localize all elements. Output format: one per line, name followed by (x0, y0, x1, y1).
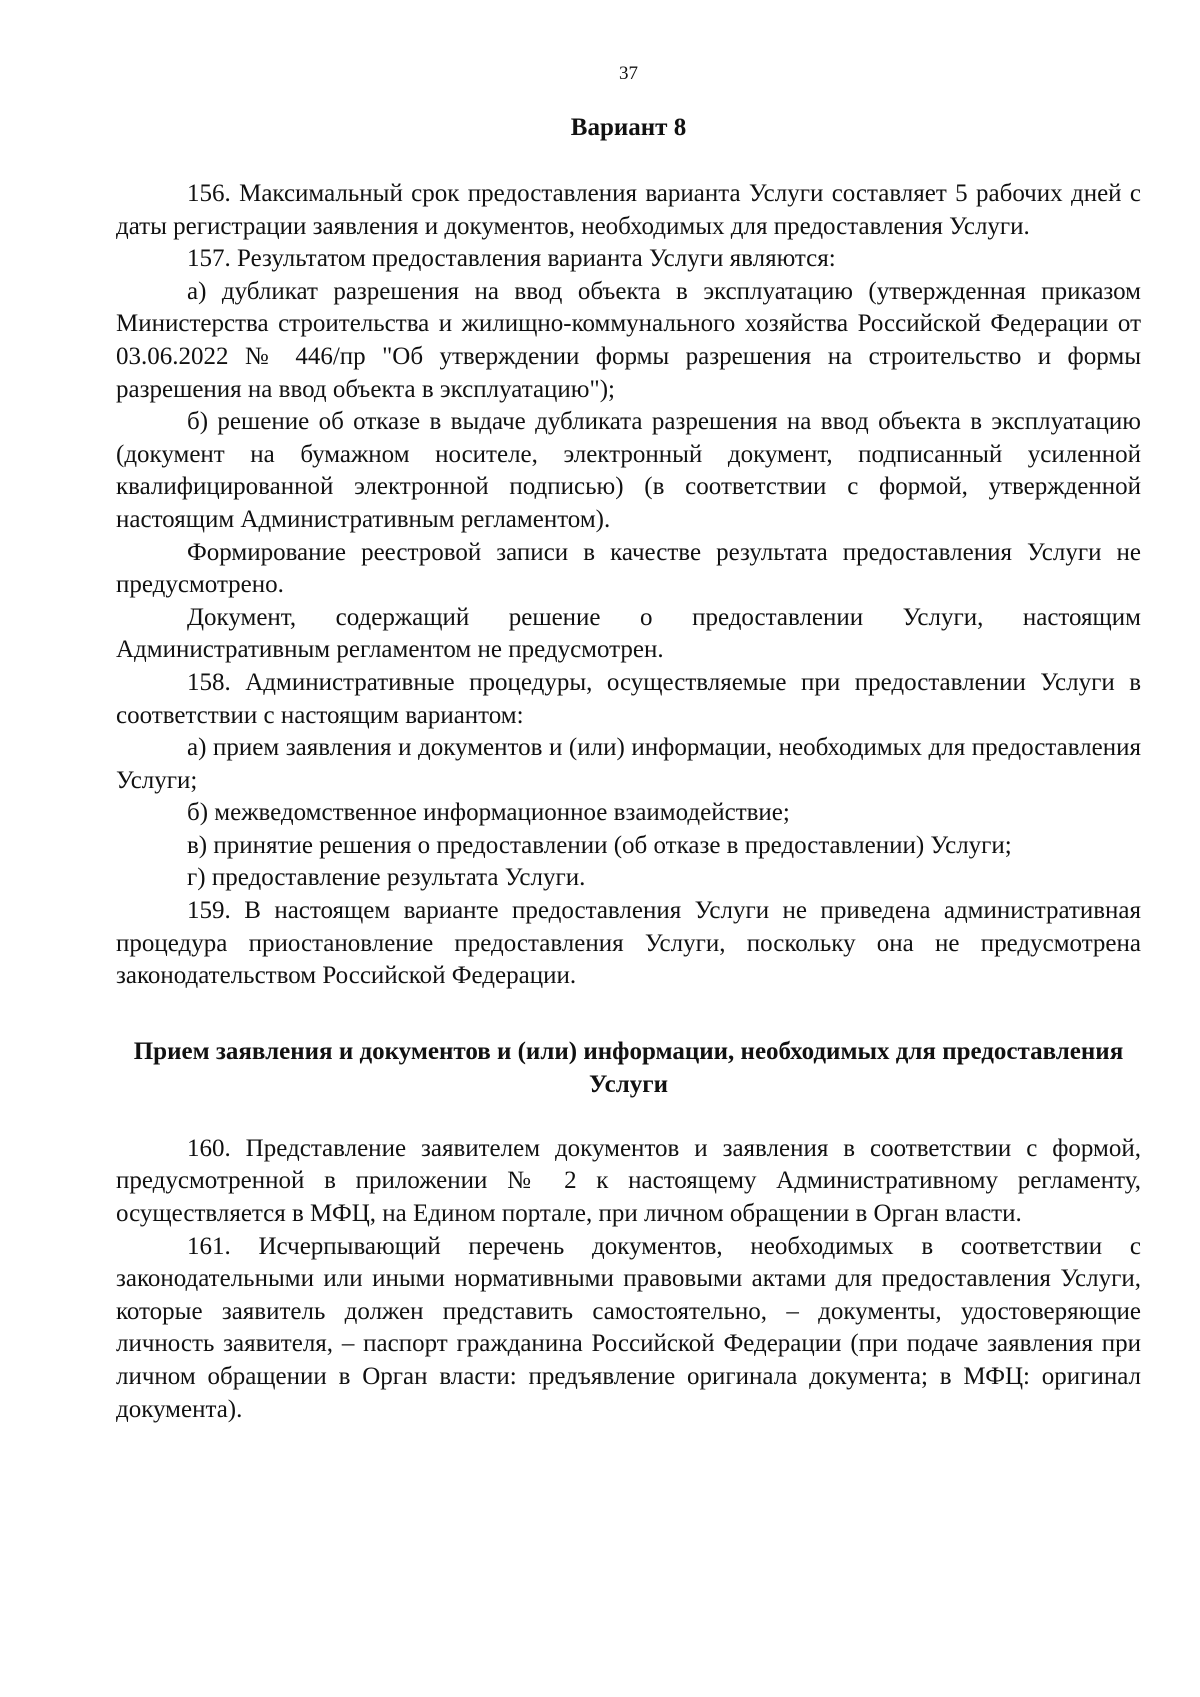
paragraph-157-b: б) решение об отказе в выдаче дубликата разрешения на ввод объекта в эксплуатацию (документ на бумажном носителе, электронный документ, подписанный усиленной квалифицированной электронной подписью) (в соответствии с формой, утвержденной настоящим Административным регламентом). (116, 408, 1141, 533)
paragraph-159: 159. В настоящем варианте предоставления Услуги не приведена административная процедура приостановление предоставления Услуги, поскольку она не предусмотрена законодательством Российской Федерации. (116, 897, 1141, 990)
document-page (116, 62, 1141, 1426)
page-number: 37 (619, 63, 638, 84)
paragraph-161: 161. Исчерпывающий перечень документов, необходимых в соответствии с законодательными или иными нормативными правовыми актами для предоставления Услуги, которые заявитель должен представить самостоятельно, – документы, удостоверяющие личность заявителя, – паспорт гражданина Российской Федерации (при подаче заявления при личном обращении в Орган власти: предъявление оригинала документа; в МФЦ: оригинал документа). (116, 1232, 1141, 1423)
paragraph-158: 158. Административные процедуры, осуществляемые при предоставлении Услуги в соответствии с настоящим вариантом: (116, 668, 1141, 729)
paragraph-160: 160. Представление заявителем документов и заявления в соответствии с формой, предусмотренной в приложении № 2 к настоящему Административному регламенту, осуществляется в МФЦ, на Едином портале, при личном обращении в Орган власти. (116, 1134, 1141, 1228)
paragraph-157-a: а) дубликат разрешения на ввод объекта в эксплуатацию (утвержденная приказом Министерства строительства и жилищно-коммунального хозяйства Российской Федерации от 03.06.2022 № 446/пр "Об утверждении формы разрешения на строительство и формы разрешения на ввод объекта в эксплуатацию"); (116, 277, 1141, 403)
paragraph-158-a: а) прием заявления и документов и (или) информации, необходимых для предоставления Услуги; (116, 734, 1141, 794)
section-body-reception (116, 1133, 1141, 1426)
paragraph-registry-record: Формирование реестровой записи в качестве результата предоставления Услуги не предусмотрено. (116, 538, 1141, 599)
paragraph-158-v: в) принятие решения о предоставлении (об отказе в предоставлении) Услуги; (187, 831, 1012, 859)
paragraph-158-g: г) предоставление результата Услуги. (187, 864, 586, 892)
section-heading-reception: Прием заявления и документов и (или) информации, необходимых для предоставления Услуги (133, 1037, 1124, 1098)
paragraph-157: 157. Результатом предоставления варианта Услуги являются: (187, 245, 836, 273)
paragraph-156: 156. Максимальный срок предоставления варианта Услуги составляет 5 рабочих дней с даты регистрации заявления и документов, необходимых для предоставления Услуги. (116, 180, 1141, 240)
section-body-variant (116, 178, 1141, 993)
paragraph-decision-document: Документ, содержащий решение о предоставлении Услуги, настоящим Административным регламентом не предусмотрен. (116, 603, 1141, 664)
paragraph-158-b: б) межведомственное информационное взаимодействие; (187, 799, 790, 827)
section-heading-variant: Вариант 8 (570, 114, 687, 141)
